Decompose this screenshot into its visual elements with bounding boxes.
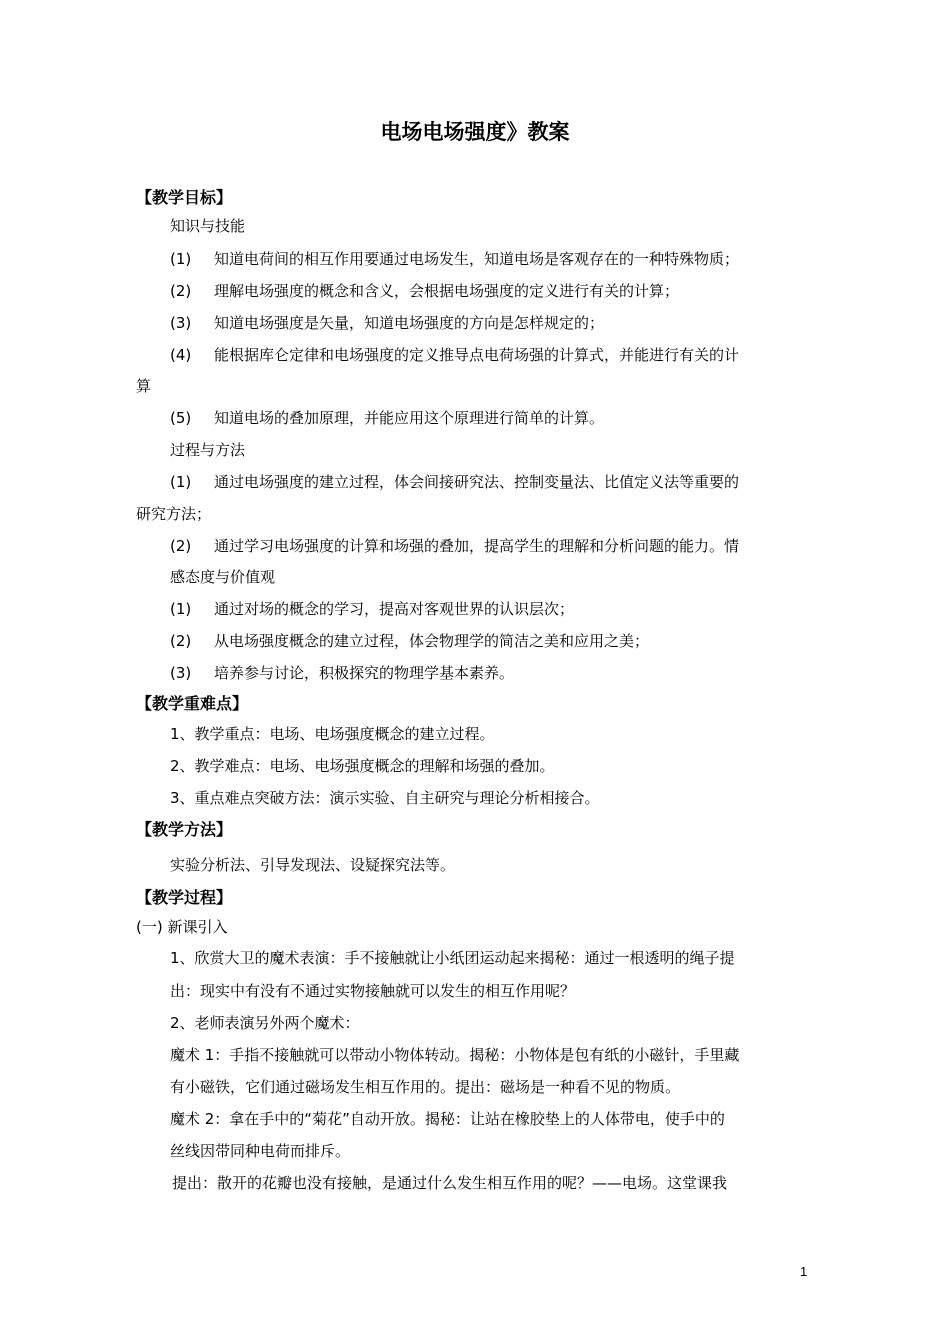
list-item: (1) 通过对场的概念的学习，提高对客观世界的认识层次； (170, 600, 575, 618)
list-item: 2、教学难点：电场、电场强度概念的理解和场强的叠加。 (170, 757, 555, 775)
list-item: (1) 知道电荷间的相互作用要通过电场发生，知道电场是客观存在的一种特殊物质； (170, 250, 740, 268)
list-item: (2) 理解电场强度的概念和含义，会根据电场强度的定义进行有关的计算； (170, 282, 680, 300)
paragraph: 有小磁铁，它们通过磁场发生相互作用的。提出：磁场是一种看不见的物质。 (170, 1078, 681, 1096)
list-item: 3、重点难点突破方法：演示实验、自主研究与理论分析相接合。 (170, 789, 600, 807)
list-item: (4) 能根据库仑定律和电场强度的定义推导点电荷场强的计算式，并能进行有关的计 (170, 346, 740, 364)
paragraph: 2、老师表演另外两个魔术： (170, 1014, 360, 1032)
list-item: (3) 培养参与讨论，积极探究的物理学基本素养。 (170, 664, 515, 682)
subheading-knowledge: 知识与技能 (170, 217, 246, 235)
paragraph: 出：现实中有没有不通过实物接触就可以发生的相互作用呢？ (170, 982, 576, 1000)
section-heading-keypoints: 【教学重难点】 (136, 694, 249, 713)
section-heading-goals: 【教学目标】 (136, 188, 233, 207)
paragraph: 实验分析法、引导发现法、设疑探究法等。 (170, 856, 456, 874)
section-heading-methods: 【教学方法】 (136, 820, 233, 839)
paragraph: 提出：散开的花瓣也没有接触，是通过什么发生相互作用的呢？——电场。这堂课我 (172, 1174, 728, 1192)
section-heading-process: 【教学过程】 (136, 888, 233, 907)
paragraph: 魔术 2：拿在手中的“菊花”自动开放。揭秘：让站在橡胶垫上的人体带电，使手中的 (170, 1110, 725, 1128)
paragraph: 1、欣赏大卫的魔术表演：手不接触就让小纸团运动起来揭秘：通过一根透明的绳子提 (170, 949, 735, 967)
paragraph: 魔术 1：手指不接触就可以带动小物体转动。揭秘：小物体是包有纸的小磁针，手里藏 (170, 1046, 740, 1064)
page-title: 电场电场强度》教案 (380, 120, 570, 144)
list-item-continuation: 研究方法； (136, 505, 212, 523)
list-item: (3) 知道电场强度是矢量，知道电场强度的方向是怎样规定的； (170, 314, 605, 332)
subheading-attitude: 感态度与价值观 (170, 568, 276, 586)
subheading-process: 过程与方法 (170, 441, 246, 459)
list-item: (1) 通过电场强度的建立过程，体会间接研究法、控制变量法、比值定义法等重要的 (170, 473, 740, 491)
list-item: (2) 从电场强度概念的建立过程，体会物理学的简洁之美和应用之美； (170, 632, 650, 650)
list-item: (5) 知道电场的叠加原理，并能应用这个原理进行简单的计算。 (170, 409, 605, 427)
list-item: 1、教学重点：电场、电场强度概念的建立过程。 (170, 725, 495, 743)
list-item: (2) 通过学习电场强度的计算和场强的叠加，提高学生的理解和分析问题的能力。情 (170, 537, 740, 555)
paragraph: 丝线因带同种电荷而排斥。 (170, 1142, 351, 1160)
subsection-heading: (一) 新课引入 (136, 918, 228, 936)
list-item-continuation: 算 (136, 377, 152, 395)
page-number: 1 (800, 1264, 808, 1279)
